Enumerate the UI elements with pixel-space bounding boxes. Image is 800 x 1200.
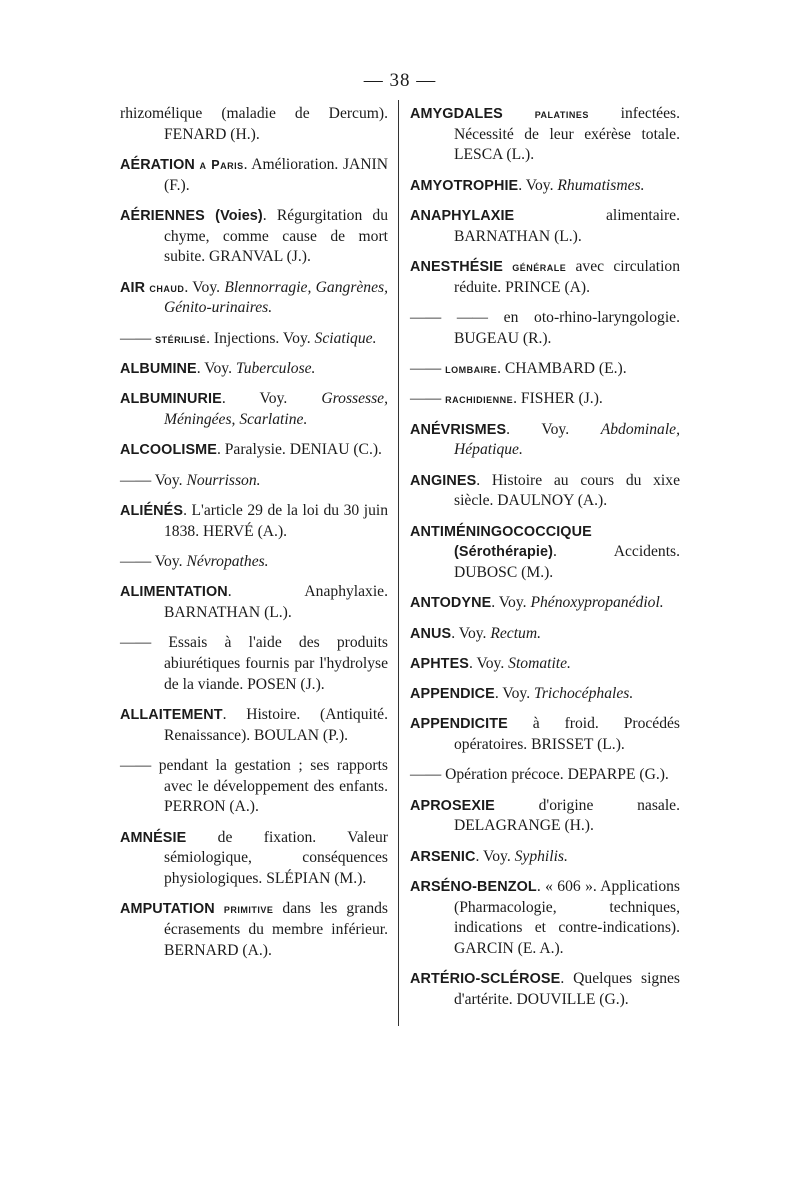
index-entry — [120, 501, 388, 542]
entry-headword: ANGINES — [410, 472, 477, 489]
index-entry — [120, 756, 388, 818]
entry-reference: Rhumatismes. — [557, 176, 645, 194]
page-number: — 38 — — [363, 70, 437, 91]
entry-qualifier: lombaire — [445, 362, 498, 376]
entry-reference: Sciatique. — [314, 329, 377, 347]
entry-headword: AÉRATION — [120, 157, 195, 173]
entry-headword: ALIÉNÉS — [120, 502, 184, 519]
entry-reference: Nourrisson. — [186, 471, 261, 489]
entry-text: . CHAMBARD (E.). — [497, 360, 627, 377]
entry-headword: APPENDICITE — [410, 716, 508, 733]
entry-headword: ARSENIC — [410, 848, 476, 865]
index-entry — [410, 206, 680, 247]
entry-text — [503, 258, 512, 275]
entry-headword: AMYGDALES — [410, 106, 503, 122]
entry-reference: Abdominale, Hépatique. — [454, 420, 680, 459]
entry-text: . Amélioration. JANIN (F.). — [164, 156, 388, 194]
entry-qualifier: stérilisé — [155, 331, 207, 346]
index-entry — [410, 176, 680, 197]
index-entry — [410, 765, 680, 786]
entry-reference: Syphilis. — [514, 847, 568, 865]
entry-text: . Injections. Voy. — [206, 329, 315, 347]
entry-text: . Voy. — [491, 594, 531, 612]
entry-text: . Voy. — [451, 624, 491, 642]
index-entry — [410, 420, 680, 461]
entry-headword: ALLAITEMENT — [120, 706, 223, 723]
entry-text: —— Essais à l'aide des produits abiurétiques fournis par l'hydrolyse de la viande. POSEN (J.). — [120, 634, 388, 693]
index-entry — [410, 877, 680, 960]
entry-headword: AMPUTATION — [120, 901, 215, 918]
index-entry — [120, 278, 388, 319]
index-entry — [410, 714, 680, 755]
index-column-left — [120, 104, 388, 971]
entry-text: . Voy. — [196, 360, 236, 377]
entry-text: à froid. Procédés opératoires. BRISSET (L.). — [454, 715, 680, 754]
index-entry — [410, 969, 680, 1010]
entry-reference: Blennorragie, Gangrènes, Génito-urinaires. — [164, 278, 388, 317]
entry-text: —— Voy. — [120, 471, 187, 489]
entry-qualifier: rachidienne — [445, 392, 514, 407]
entry-reference: Grossesse, Méningées, Scarlatine. — [164, 390, 388, 428]
entry-qualifier: palatines — [534, 107, 589, 121]
entry-text: . Voy. — [468, 654, 509, 672]
entry-text: . Quelques signes d'artérite. DOUVILLE (G.). — [454, 970, 680, 1009]
index-entry — [120, 440, 388, 461]
entry-text: . Voy. — [506, 420, 601, 438]
index-entry — [410, 684, 680, 705]
entry-text: —— Voy. — [120, 552, 187, 570]
entry-headword: ARTÉRIO-SCLÉROSE — [410, 971, 561, 988]
entry-reference: Stomatite. — [508, 654, 571, 672]
index-entry — [410, 847, 680, 868]
entry-text: de fixation. Valeur sémiologique, conséquences physiologiques. SLÉPIAN (M.). — [164, 828, 388, 887]
entry-text: . « 606 ». Applications (Pharmacologie, techniques, indications et contre-indications). GARCIN (E. A.). — [454, 878, 680, 958]
entry-headword: ANUS — [410, 625, 452, 642]
index-entry — [410, 593, 680, 614]
index-entry — [120, 155, 388, 196]
entry-headword: AMYOTROPHIE — [410, 177, 519, 194]
entry-headword: APPENDICE — [410, 686, 495, 703]
index-entry — [120, 582, 388, 623]
entry-text: . FISHER (J.). — [513, 390, 603, 408]
entry-text: d'origine nasale. DELAGRANGE (H.). — [454, 796, 680, 835]
entry-headword: ALCOOLISME — [120, 442, 217, 459]
index-entry — [410, 389, 680, 410]
entry-text: . Voy. — [494, 685, 535, 703]
index-entry — [120, 329, 388, 350]
entry-qualifier: a Paris — [199, 158, 244, 172]
entry-headword: ANAPHYLAXIE — [410, 208, 515, 224]
entry-headword: AIR — [120, 279, 146, 296]
index-entry — [120, 471, 388, 492]
index-entry — [120, 389, 388, 430]
entry-text: . Voy. — [518, 176, 558, 194]
index-entry — [120, 633, 388, 695]
entry-text — [215, 900, 224, 917]
index-entry — [410, 359, 680, 380]
entry-text: —— — [410, 390, 446, 408]
entry-reference: Trichocéphales. — [534, 685, 634, 703]
index-entry — [120, 104, 388, 145]
entry-reference: Tuberculose. — [235, 360, 316, 377]
entry-text: —— — [410, 360, 446, 377]
entry-text: . Régurgitation du chyme, comme cause de mort subite. GRANVAL (J.). — [164, 207, 388, 266]
entry-reference: Névropathes. — [186, 552, 269, 570]
entry-text: avec circulation réduite. PRINCE (A). — [454, 258, 680, 296]
entry-qualifier: générale — [512, 260, 567, 274]
entry-text: . Anaphylaxie. BARNATHAN (L.). — [164, 583, 388, 621]
entry-text: —— —— en oto-rhino-laryngologie. BUGEAU (R.). — [410, 309, 680, 347]
index-entry — [410, 522, 680, 584]
entry-headword: ANTIMÉNINGOCOCCIQUE (Sérothérapie) — [410, 523, 592, 561]
entry-text: . Paralysie. DENIAU (C.). — [216, 441, 382, 459]
entry-text: dans les grands écrasements du membre inférieur. BERNARD (A.). — [164, 900, 388, 959]
index-entry — [410, 624, 680, 645]
entry-headword: ALBUMINE — [120, 361, 197, 377]
entry-text — [503, 105, 535, 122]
entry-text: . Voy. — [475, 847, 515, 865]
entry-headword: ANÉVRISMES — [410, 421, 507, 438]
entry-text: . Histoire au cours du xixe siècle. DAULNOY (A.). — [454, 471, 680, 510]
entry-text: —— Opération précoce. DEPARPE (G.). — [410, 766, 669, 784]
index-entry — [120, 206, 388, 268]
index-entry — [410, 308, 680, 349]
index-entry — [120, 552, 388, 573]
entry-text: —— pendant la gestation ; ses rapports avec le développement des enfants. PERRON (A.). — [120, 756, 388, 816]
entry-headword: ARSÉNO-BENZOL — [410, 879, 537, 896]
entry-headword: ALIMENTATION — [120, 584, 228, 601]
index-entry — [120, 828, 388, 890]
entry-headword: APROSEXIE — [410, 797, 495, 814]
entry-headword: AÉRIENNES (Voies) — [120, 208, 263, 224]
index-entry — [410, 471, 680, 512]
entry-text: rhizomélique (maladie de Dercum). FENARD (H.). — [120, 105, 388, 143]
entry-reference: Rectum. — [490, 624, 542, 642]
index-entry — [120, 705, 388, 746]
entry-headword: ANTODYNE — [410, 595, 492, 612]
index-entry — [410, 257, 680, 298]
entry-text: infectées. Nécessité de leur exérèse totale. LESCA (L.). — [454, 105, 680, 164]
entry-qualifier: primitive — [223, 902, 274, 917]
entry-text: . Histoire. (Antiquité. Renaissance). BOULAN (P.). — [164, 705, 388, 744]
entry-headword: ANESTHÉSIE — [410, 259, 503, 275]
entry-reference: Phénoxypropanédiol. — [530, 594, 664, 612]
index-entry — [120, 359, 388, 380]
entry-text: . L'article 29 de la loi du 30 juin 1838. HERVÉ (A.). — [164, 501, 388, 540]
entry-text: —— — [120, 329, 156, 347]
index-entry — [410, 654, 680, 675]
entry-text: . Voy. — [184, 278, 225, 296]
entry-headword: AMNÉSIE — [120, 829, 187, 846]
index-entry — [120, 899, 388, 961]
entry-headword: ALBUMINURIE — [120, 391, 222, 408]
entry-headword: APHTES — [410, 655, 469, 672]
index-column-right — [410, 104, 680, 1020]
entry-text: . Accidents. DUBOSC (M.). — [454, 543, 680, 581]
index-entry — [410, 104, 680, 166]
index-entry — [410, 796, 680, 837]
entry-text: alimentaire. BARNATHAN (L.). — [454, 207, 680, 245]
column-divider — [398, 100, 399, 1026]
entry-text: . Voy. — [221, 390, 322, 408]
entry-qualifier: chaud — [149, 280, 185, 295]
